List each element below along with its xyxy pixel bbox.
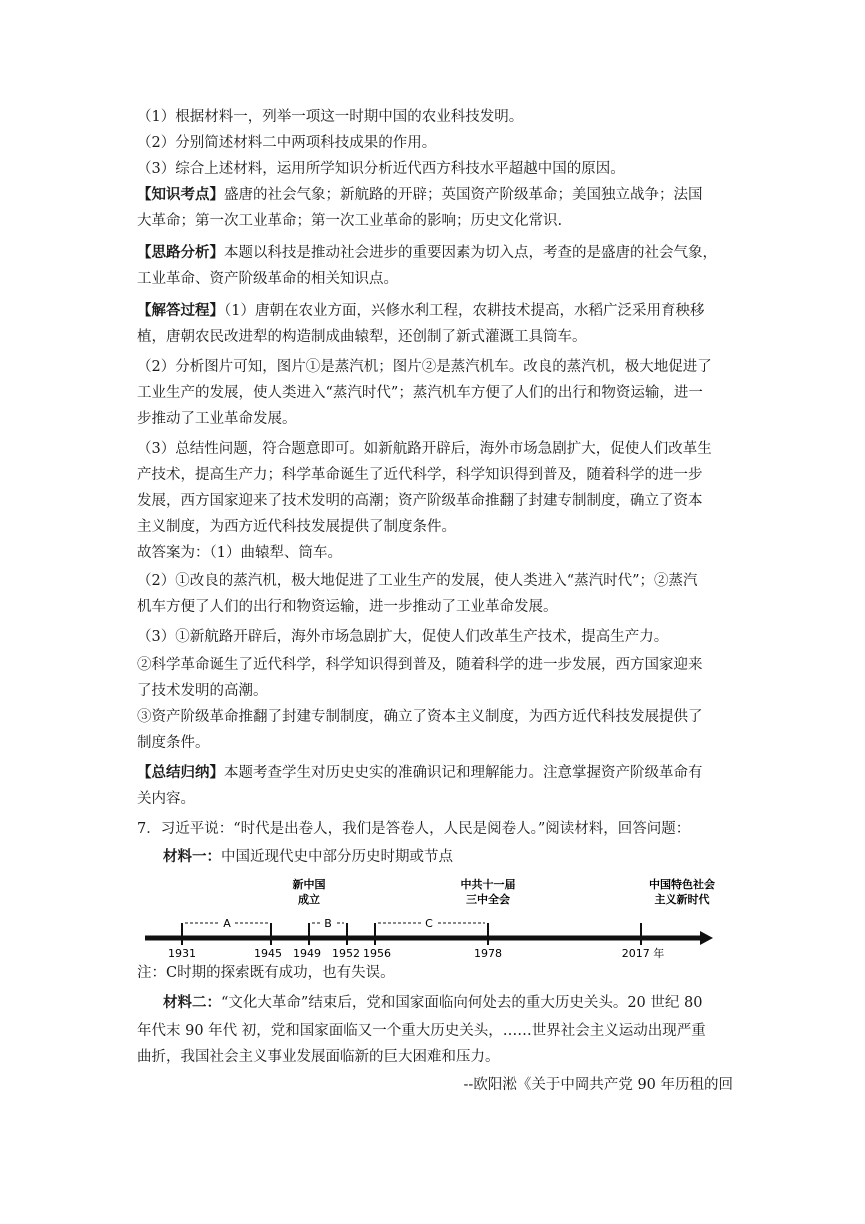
material-1-label: 材料一： <box>163 848 221 865</box>
year-label: 1931 <box>168 947 196 960</box>
event-new-era-l2: 主义新时代 <box>654 893 710 906</box>
event-prc-founded-l1: 新中国 <box>292 878 326 891</box>
answer-l1: 故答案为：（1）曲辕犁、筒车。 <box>137 545 342 561</box>
solution-p2-l2: 工业生产的发展，使人类进入“蒸汽时代”；蒸汽机车方便了人们的出行和物资运输，进一 <box>137 385 703 401</box>
solution-p3-l4: 主义制度，为西方近代科技发展提供了制度条件。 <box>137 519 456 535</box>
material-2: 材料二：“文化大革命”结束后，党和国家面临向何处去的重大历史关头。20 世纪 80 <box>163 994 703 1011</box>
event-third-plenum-l2: 三中全会 <box>466 893 510 906</box>
period-a-label: A <box>223 917 231 930</box>
event-third-plenum-l1: 中共十一届 <box>460 878 516 891</box>
timeline-arrow <box>700 931 713 945</box>
summary-cont: 关内容。 <box>137 791 195 807</box>
material-2-l2: 年代末 90 年代 初，党和国家面临又一个重大历史关头，……世界社会主义运动出现严重 <box>137 1023 706 1039</box>
solution: 【解答过程】（1）唐朝在农业方面，兴修水利工程，农耕技术提高，水稻广泛采用育秧移 <box>137 302 705 319</box>
period-c-label: C <box>425 917 433 930</box>
analysis-cont: 工业革命、资产阶级革命的相关知识点。 <box>137 271 398 287</box>
material-2-source: --欧阳淞《关于中岡共产党 90 年历租的回 <box>463 1077 733 1093</box>
year-label: 1952 <box>332 947 360 960</box>
event-prc-founded-l2: 成立 <box>298 893 320 906</box>
answer-l4: （3）①新航路开辟后，海外市场急剧扩大，促使人们改革生产技术，提高生产力。 <box>137 629 669 645</box>
answer-l5: ②科学革命诞生了近代科学，科学知识得到普及，随着科学的进一步发展，西方国家迎来 <box>137 657 703 673</box>
answer-l2: （2）①改良的蒸汽机，极大地促进了工业生产的发展，使人类进入“蒸汽时代”；②蒸汽 <box>137 573 698 589</box>
period-b-label: B <box>324 917 332 930</box>
solution-p2-l3: 步推动了工业革命发展。 <box>137 411 297 427</box>
solution-cont: 植，唐朝农民改进犁的构造制成曲辕犁，还创制了新式灌溉工具筒车。 <box>137 329 587 345</box>
material-2-label: 材料二： <box>163 994 221 1011</box>
year-label: 1978 <box>474 947 502 960</box>
solution-p3-l1: （3）总结性问题，符合题意即可。如新航路开辟后，海外市场急剧扩大，促使人们改革生 <box>137 441 712 457</box>
summary-label: 【总结归纳】 <box>137 764 224 781</box>
solution-label: 【解答过程】 <box>137 302 224 319</box>
solution-p3-l3: 发展，西方国家迎来了技术发明的高潮；资产阶级革命推翻了封建专制制度，确立了资本 <box>137 493 703 509</box>
answer-l8: 制度条件。 <box>137 735 210 751</box>
knowledge-points-cont: 大革命；第一次工业革命；第一次工业革命的影响；历史文化常识. <box>137 213 563 229</box>
answer-l6: 了技术发明的高潮。 <box>137 683 268 699</box>
question-7-stem: 7．习近平说：“时代是出卷人，我们是答卷人，人民是阅卷人。”阅读材料，回答问题： <box>137 821 691 837</box>
year-label: 1956 <box>363 947 391 960</box>
material-1: 材料一：中国近现代史中部分历史时期或节点 <box>163 848 453 865</box>
year-label: 1945 <box>254 947 282 960</box>
answer-l3: 机车方便了人们的出行和物资运输，进一步推动了工业革命发展。 <box>137 599 558 615</box>
solution-p3-l2: 产技术，提高生产力；科学革命诞生了近代科学，科学知识得到普及，随着科学的进一步 <box>137 467 703 483</box>
question-3: （3）综合上述材料，运用所学知识分析近代西方科技水平超越中国的原因。 <box>137 161 625 177</box>
timeline-figure <box>145 875 725 960</box>
answer-l7: ③资产阶级革命推翻了封建专制制度，确立了资本主义制度，为西方近代科技发展提供了 <box>137 709 703 725</box>
year-label: 2017 年 <box>621 947 665 960</box>
summary: 【总结归纳】本题考查学生对历史史实的准确识记和理解能力。注意掌握资产阶级革命有 <box>137 764 703 781</box>
knowledge-points-label: 【知识考点】 <box>137 186 224 203</box>
question-1: （1）根据材料一，列举一项这一时期中国的农业科技发明。 <box>137 109 524 125</box>
knowledge-points: 【知识考点】盛唐的社会气象；新航路的开辟；英国资产阶级革命；美国独立战争；法国 <box>137 186 703 203</box>
analysis: 【思路分析】本题以科技是推动社会进步的重要因素为切入点，考查的是盛唐的社会气象， <box>137 244 717 261</box>
timeline-note: 注：C时期的探索既有成功，也有失误。 <box>137 965 395 981</box>
solution-p2-l1: （2）分析图片可知，图片①是蒸汽机；图片②是蒸汽机车。改良的蒸汽机，极大地促进了 <box>137 359 712 375</box>
year-label: 1949 <box>293 947 321 960</box>
question-2: （2）分别简述材料二中两项科技成果的作用。 <box>137 135 437 151</box>
event-new-era-l1: 中国特色社会 <box>649 878 715 891</box>
analysis-label: 【思路分析】 <box>137 244 224 261</box>
material-2-l3: 曲折，我国社会主义事业发展面临新的巨大困难和压力。 <box>137 1049 500 1065</box>
